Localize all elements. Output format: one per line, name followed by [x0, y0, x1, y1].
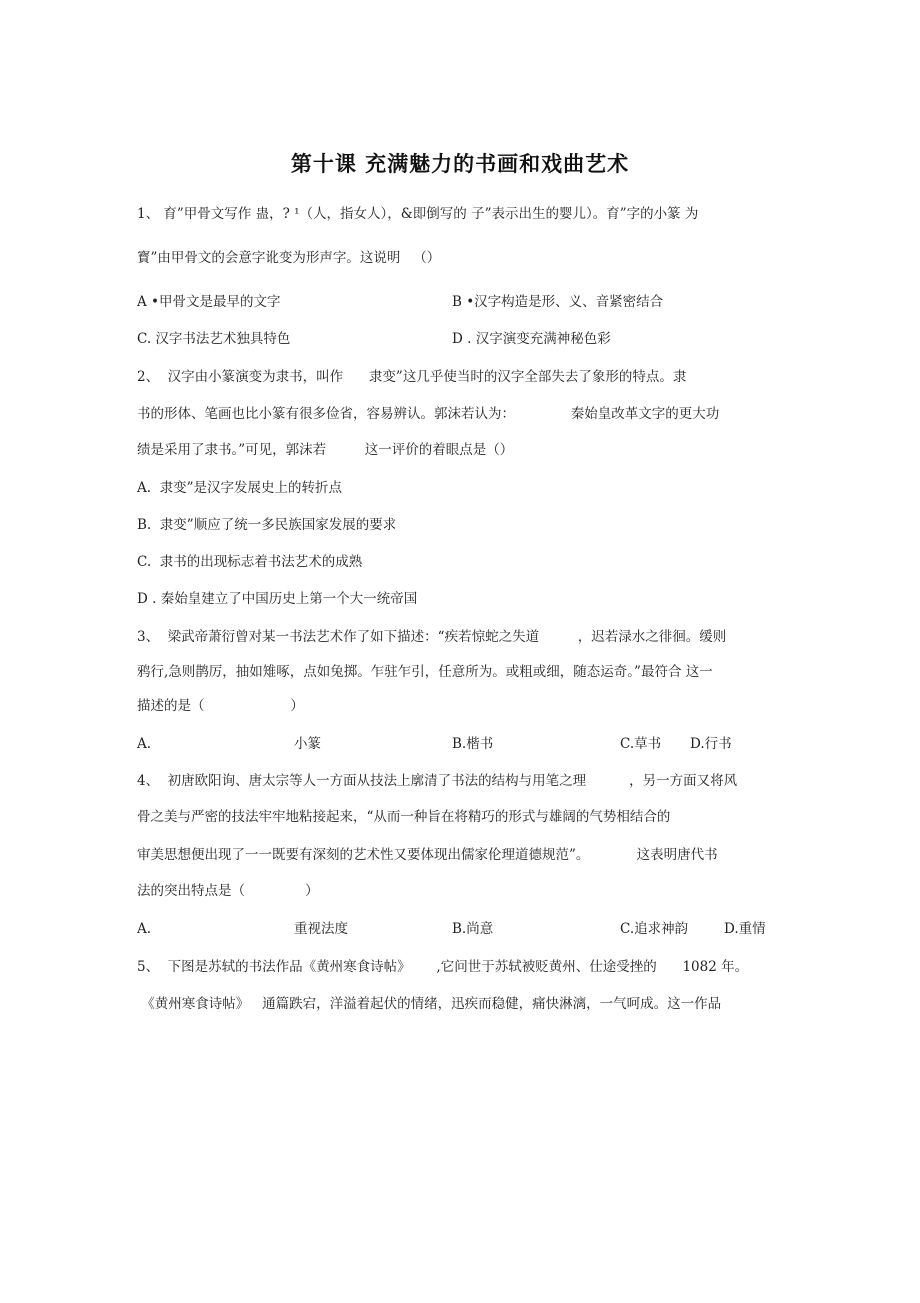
q4-option-c: C.追求神韵: [620, 921, 689, 937]
q1-line-1: 1、 育”甲骨文写作 蛊，? ¹（人，指女人），&即倒写的 子”表示出生的婴儿）。育”字的小篆 为: [137, 206, 699, 222]
q4-line-1: 4、 初唐欧阳询、唐太宗等人一方面从技法上廓清了书法的结构与用笔之理 ，另一方面又将风: [137, 773, 738, 789]
q2-option-d: D . 秦始皇建立了中国历史上第一个大一统帝国: [137, 591, 418, 607]
q4-option-a-label: A.: [137, 921, 152, 937]
q4-line-4: 法的突出特点是（ ）: [137, 883, 319, 899]
q4-line-2: 骨之美与严密的技法牢牢地粘接起来，“从而一种旨在将精巧的形式与雄阔的气势相结合的: [137, 809, 671, 825]
q3-line-1: 3、 梁武帝萧衍曾对某一书法艺术作了如下描述：“疾若惊蛇之失道 ，迟若渌水之徘徊。缓则: [137, 629, 727, 645]
q5-line-2: 《黄州寒食诗帖》 通篇跌宕，洋溢着起伏的情绪，迅疾而稳健，痛快淋漓，一气呵成。这一作品: [137, 996, 722, 1012]
q3-option-d: D.行书: [690, 736, 732, 752]
q4-line-3: 审美思想便出现了一一既要有深刻的艺术性又要体现出儒家伦理道德规范”。 这表明唐代书: [137, 847, 718, 863]
q1-option-a: A •甲骨文是最早的文字: [137, 294, 281, 310]
q3-option-c: C.草书: [620, 736, 662, 752]
q2-line-2: 书的形体、笔画也比小篆有很多俭省，容易辨认。郭沫若认为： 秦始皇改革文字的更大功: [137, 406, 720, 422]
q3-option-a-text: 小篆: [294, 736, 321, 752]
q3-option-b: B.楷书: [452, 736, 494, 752]
q4-option-a-text: 重视法度: [294, 921, 348, 937]
q4-option-b: B.尚意: [452, 921, 494, 937]
q4-option-d: D.重情: [724, 921, 766, 937]
q3-line-2: 鸦行,急则鹊厉，抽如雉啄，点如兔掷。乍驻乍引，任意所为。或粗或细，随态运奇。”最符合 这一: [137, 664, 713, 680]
q2-option-b: B. 隶变”顺应了统一多民族国家发展的要求: [137, 517, 397, 533]
q2-option-c: C. 隶书的出现标志着书法艺术的成熟: [137, 554, 363, 570]
q1-line-2: 寳”由甲骨文的会意字讹变为形声字。这说明 （）: [137, 250, 441, 266]
page-title: 第十课 充满魅力的书画和戏曲艺术: [290, 152, 630, 176]
q5-line-1: 5、 下图是苏轼的书法作品《黄州寒食诗帖》 ,它问世于苏轼被贬黄州、仕途受挫的 1082 年。: [137, 959, 749, 975]
q1-option-d: D . 汉字演变充满神秘色彩: [452, 331, 611, 347]
q3-line-3: 描述的是（ ）: [137, 698, 304, 714]
q2-line-3: 绩是采用了隶书。”可见，郭沫若 这一评价的着眼点是（）: [137, 442, 514, 458]
q3-option-a-label: A.: [137, 736, 152, 752]
q2-option-a: A. 隶变”是汉字发展史上的转折点: [137, 480, 343, 496]
q2-line-1: 2、 汉字由小篆演变为隶书，叫作 隶变”这几乎使当时的汉字全部失去了象形的特点。隶: [137, 369, 687, 385]
q1-option-c: C. 汉字书法艺术独具特色: [137, 331, 291, 347]
q1-option-b: B •汉字构造是形、义、音紧密结合: [452, 294, 664, 310]
